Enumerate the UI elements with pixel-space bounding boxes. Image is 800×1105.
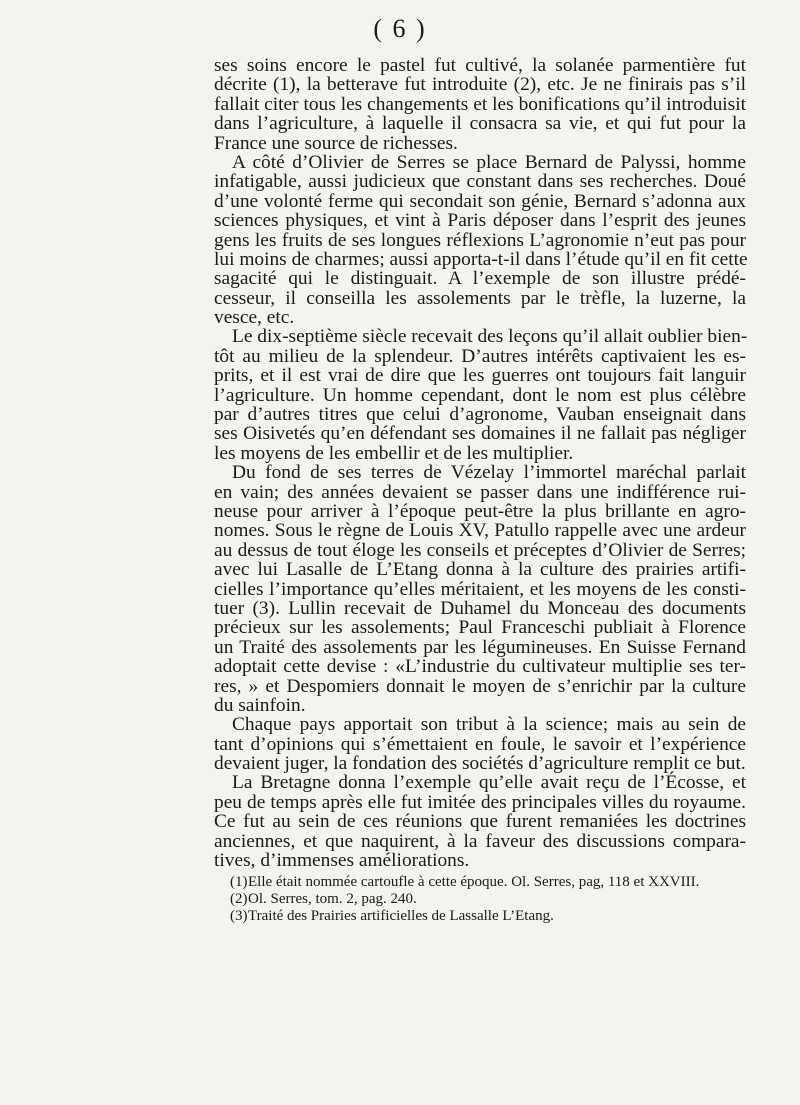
text-line: au dessus de tout éloge les conseils et préceptes d’Olivier de Serres;: [214, 539, 746, 561]
text-line: par d’autres titres que celui d’agronome, Vauban enseignait dans: [214, 404, 746, 426]
text-line: prits, et il est vrai de dire que les guerres ont toujours fait languir: [214, 365, 746, 387]
text-line: peu de temps après elle fut imitée des principales villes du royaume.: [214, 791, 746, 813]
footnote-text: Ol. Serres, tom. 2, pag. 240.: [248, 891, 417, 907]
text-line: précieux sur les assolements; Paul Franceschi publiait à Florence: [214, 617, 746, 639]
text-line: sciences physiques, et vint à Paris déposer dans l’esprit des jeunes: [214, 210, 746, 232]
text-line: tives, d’immenses améliorations.: [214, 850, 470, 872]
text-line: en vain; des années devaient se passer dans une indifférence rui-: [214, 481, 746, 503]
footnote-number: (3): [230, 908, 248, 924]
text-line: vesce, etc.: [214, 307, 295, 329]
footnotes: [230, 874, 750, 925]
footnote-text: Elle était nommée cartoufle à cette époque. Ol. Serres, pag, 118 et XXVIII.: [248, 874, 700, 890]
text-line: d’une volonté ferme qui secondait son génie, Bernard s’adonna aux: [214, 190, 746, 212]
text-line: cielles l’importance qu’elles méritaient, et les moyens de les consti-: [214, 578, 746, 600]
text-line: cesseur, il conseilla les assolements par le trèfle, la luzerne, la: [214, 287, 746, 309]
footnote-number: (2): [230, 891, 248, 907]
text-line: tôt au milieu de la splendeur. D’autres intérêts captivaient les es-: [214, 345, 746, 367]
footnote-text: Traité des Prairies artificielles de Lassalle L’Etang.: [248, 908, 554, 924]
text-line: fallait citer tous les changements et les bonifications qu’il introduisit: [214, 93, 746, 115]
text-line: l’agriculture. Un homme cependant, dont le nom est plus célèbre: [214, 384, 746, 406]
text-line: devaient juger, la fondation des sociétés d’agriculture remplit ce but.: [214, 753, 746, 775]
text-line: anciennes, et que naquirent, à la faveur des discussions compara-: [214, 830, 746, 852]
text-line: sagacité qui le distinguait. A l’exemple de son illustre prédé-: [214, 268, 746, 290]
text-line: adoptait cette devise : «L’industrie du cultivateur multiplie ses ter-: [214, 656, 746, 678]
text-line: A côté d’Olivier de Serres se place Bernard de Palyssi, homme: [232, 151, 746, 173]
text-line: lui moins de charmes; aussi apporta-t-il dans l’étude qu’il en fit cette: [214, 248, 748, 270]
text-line: infatigable, aussi judicieux que constant dans ses recherches. Doué: [214, 171, 746, 193]
text-line: nomes. Sous le règne de Louis XV, Patullo rappelle avec une ardeur: [214, 520, 746, 542]
text-line: Ce fut au sein de ces réunions que furent remaniées les doctrines: [214, 811, 746, 833]
footnote: [230, 874, 750, 891]
body-text: [214, 56, 746, 870]
text-line: les moyens de les embellir et de les multiplier.: [214, 442, 574, 464]
footnote: [230, 908, 750, 925]
page-number: ( 6 ): [373, 14, 427, 43]
text-line: France une source de richesses.: [214, 132, 458, 154]
text-line: du sainfoin.: [214, 694, 306, 716]
text-line: tant d’opinions qui s’émettaient en foule, le savoir et l’expérience: [214, 733, 746, 755]
text-line: res, » et Despomiers donnait le moyen de s’enrichir par la culture: [214, 675, 746, 697]
text-line: avec lui Lasalle de L’Etang donna à la culture des prairies artifi-: [214, 559, 746, 581]
text-line: ses soins encore le pastel fut cultivé, la solanée parmentière fut: [214, 55, 746, 76]
text-line: neuse pour arriver à l’époque peut-être la plus brillante en agro-: [214, 500, 746, 522]
footnote-number: (1): [230, 874, 248, 890]
text-line: ses Oisivetés qu’en défendant ses domaines il ne fallait pas négliger: [214, 423, 746, 445]
text-line: La Bretagne donna l’exemple qu’elle avait reçu de l’Écosse, et: [232, 772, 746, 794]
text-line: un Traité des assolements par les légumineuses. En Suisse Fernand: [214, 636, 746, 658]
text-line: tuer (3). Lullin recevait de Duhamel du Monceau des documents: [214, 597, 746, 619]
text-line: Le dix-septième siècle recevait des leçons qu’il allait oublier bien-: [232, 326, 748, 348]
text-line: Du fond de ses terres de Vézelay l’immortel maréchal parlait: [232, 462, 746, 484]
text-line: décrite (1), la betterave fut introduite (2), etc. Je ne finirais pas s’il: [214, 74, 746, 96]
footnote: [230, 891, 750, 908]
text-line: gens les fruits de ses longues réflexions L’agronomie n’eut pas pour: [214, 229, 746, 251]
text-line: Chaque pays apportait son tribut à la science; mais au sein de: [232, 714, 746, 736]
text-line: dans l’agriculture, à laquelle il consacra sa vie, et qui fut pour la: [214, 113, 746, 135]
